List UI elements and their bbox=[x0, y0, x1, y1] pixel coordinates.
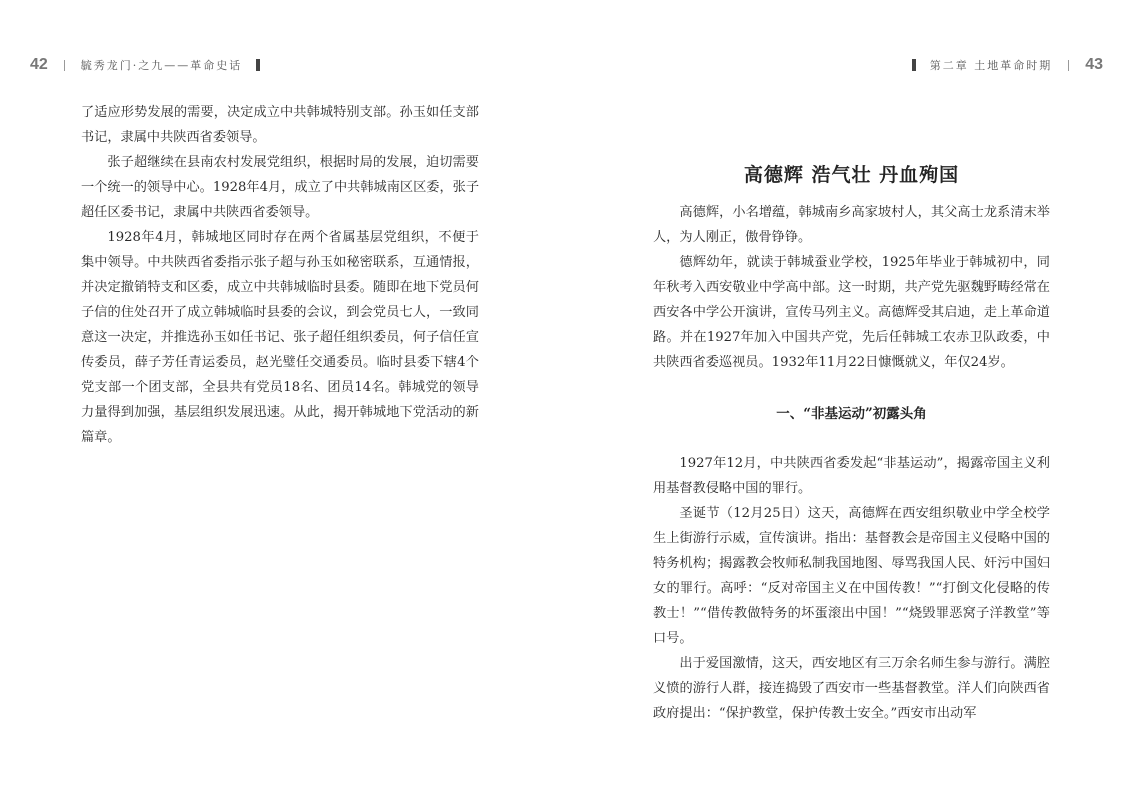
chapter-title: 高德辉 浩气壮 丹血殉国 bbox=[743, 164, 960, 186]
header-block-mark bbox=[912, 59, 916, 71]
left-page bbox=[0, 0, 566, 799]
paragraph: 了适应形势发展的需要，决定成立中共韩城特别支部。孙玉如任支部书记，隶属中共陕西省委领导。 bbox=[81, 105, 479, 145]
paragraph: 张子超继续在县南农村发展党组织，根据时局的发展，迫切需要一个统一的领导中心。1928年4月，成立了中共韩城南区区委，张子超任区委书记，隶属中共陕西省委领导。 bbox=[81, 155, 480, 220]
header-divider bbox=[1068, 60, 1069, 71]
paragraph: 德辉幼年，就读于韩城蚕业学校，1925年毕业于韩城初中，同年秋考入西安敬业中学高中部。这一时期，共产党先驱魏野畴经常在西安各中学公开演讲，宣传马列主义。高德辉受其启迪，走上革命道路。并在1927年加入中国共产党，先后任韩城工农赤卫队政委，中共陕西省委巡视员。1932年11月22日慷慨就义，年仅24岁。 bbox=[653, 255, 1050, 370]
right-body-text-2 bbox=[653, 451, 1050, 726]
paragraph: 1928年4月，韩城地区同时存在两个省属基层党组织，不便于集中领导。中共陕西省委指示张子超与孙玉如秘密联系，互通情报，并决定撤销特支和区委，成立中共韩城临时县委。随即在地下党员何子信的住处召开了成立韩城临时县委的会议，到会党员七人，一致同意这一决定，并推选孙玉如任书记、张子超任组织委员，何子信任宣传委员，薛子芳任青运委员，赵光璧任交通委员。临时县委下辖4个党支部一个团支部，全县共有党员18名、团员14名。韩城党的领导力量得到加强，基层组织发展迅速。从此，揭开韩城地下党活动的新篇章。 bbox=[81, 230, 479, 445]
page-number: 43 bbox=[1085, 56, 1103, 73]
running-title: 第二章 土地革命时期 bbox=[929, 59, 1053, 72]
paragraph: 出于爱国激情，这天，西安地区有三万余名师生参与游行。满腔义愤的游行人群，接连捣毁了西安市一些基督教堂。洋人们向陕西省政府提出：“保护教堂，保护传教士安全。”西安市出动军 bbox=[653, 656, 1050, 721]
paragraph: 高德辉，小名增蕴，韩城南乡高家坡村人，其父高士龙系清末举人，为人刚正，傲骨铮铮。 bbox=[653, 205, 1050, 245]
left-body-text bbox=[81, 100, 479, 450]
paragraph: 圣诞节（12月25日）这天，高德辉在西安组织敬业中学全校学生上街游行示威，宣传演讲。指出：基督教会是帝国主义侵略中国的特务机构；揭露教会牧师私制我国地图、辱骂我国人民、奸污中国妇女的罪行。高呼：“反对帝国主义在中国传教！”“打倒文化侵略的传教士！”“借传教做特务的坏蛋滚出中国！”“烧毁罪恶窝子洋教堂”等口号。 bbox=[653, 506, 1050, 646]
right-page bbox=[567, 0, 1133, 799]
running-title: 毓秀龙门·之九——革命史话 bbox=[80, 59, 243, 72]
right-page-header bbox=[898, 52, 1103, 78]
section-heading: 一、“非基运动”初露头角 bbox=[776, 406, 927, 422]
paragraph: 1927年12月，中共陕西省委发起“非基运动”，揭露帝国主义利用基督教侵略中国的罪行。 bbox=[653, 456, 1050, 496]
page-number: 42 bbox=[30, 56, 48, 73]
header-block-mark bbox=[256, 59, 260, 71]
right-body-text-1 bbox=[653, 200, 1050, 375]
left-page-header bbox=[30, 52, 274, 78]
header-divider bbox=[64, 60, 65, 71]
